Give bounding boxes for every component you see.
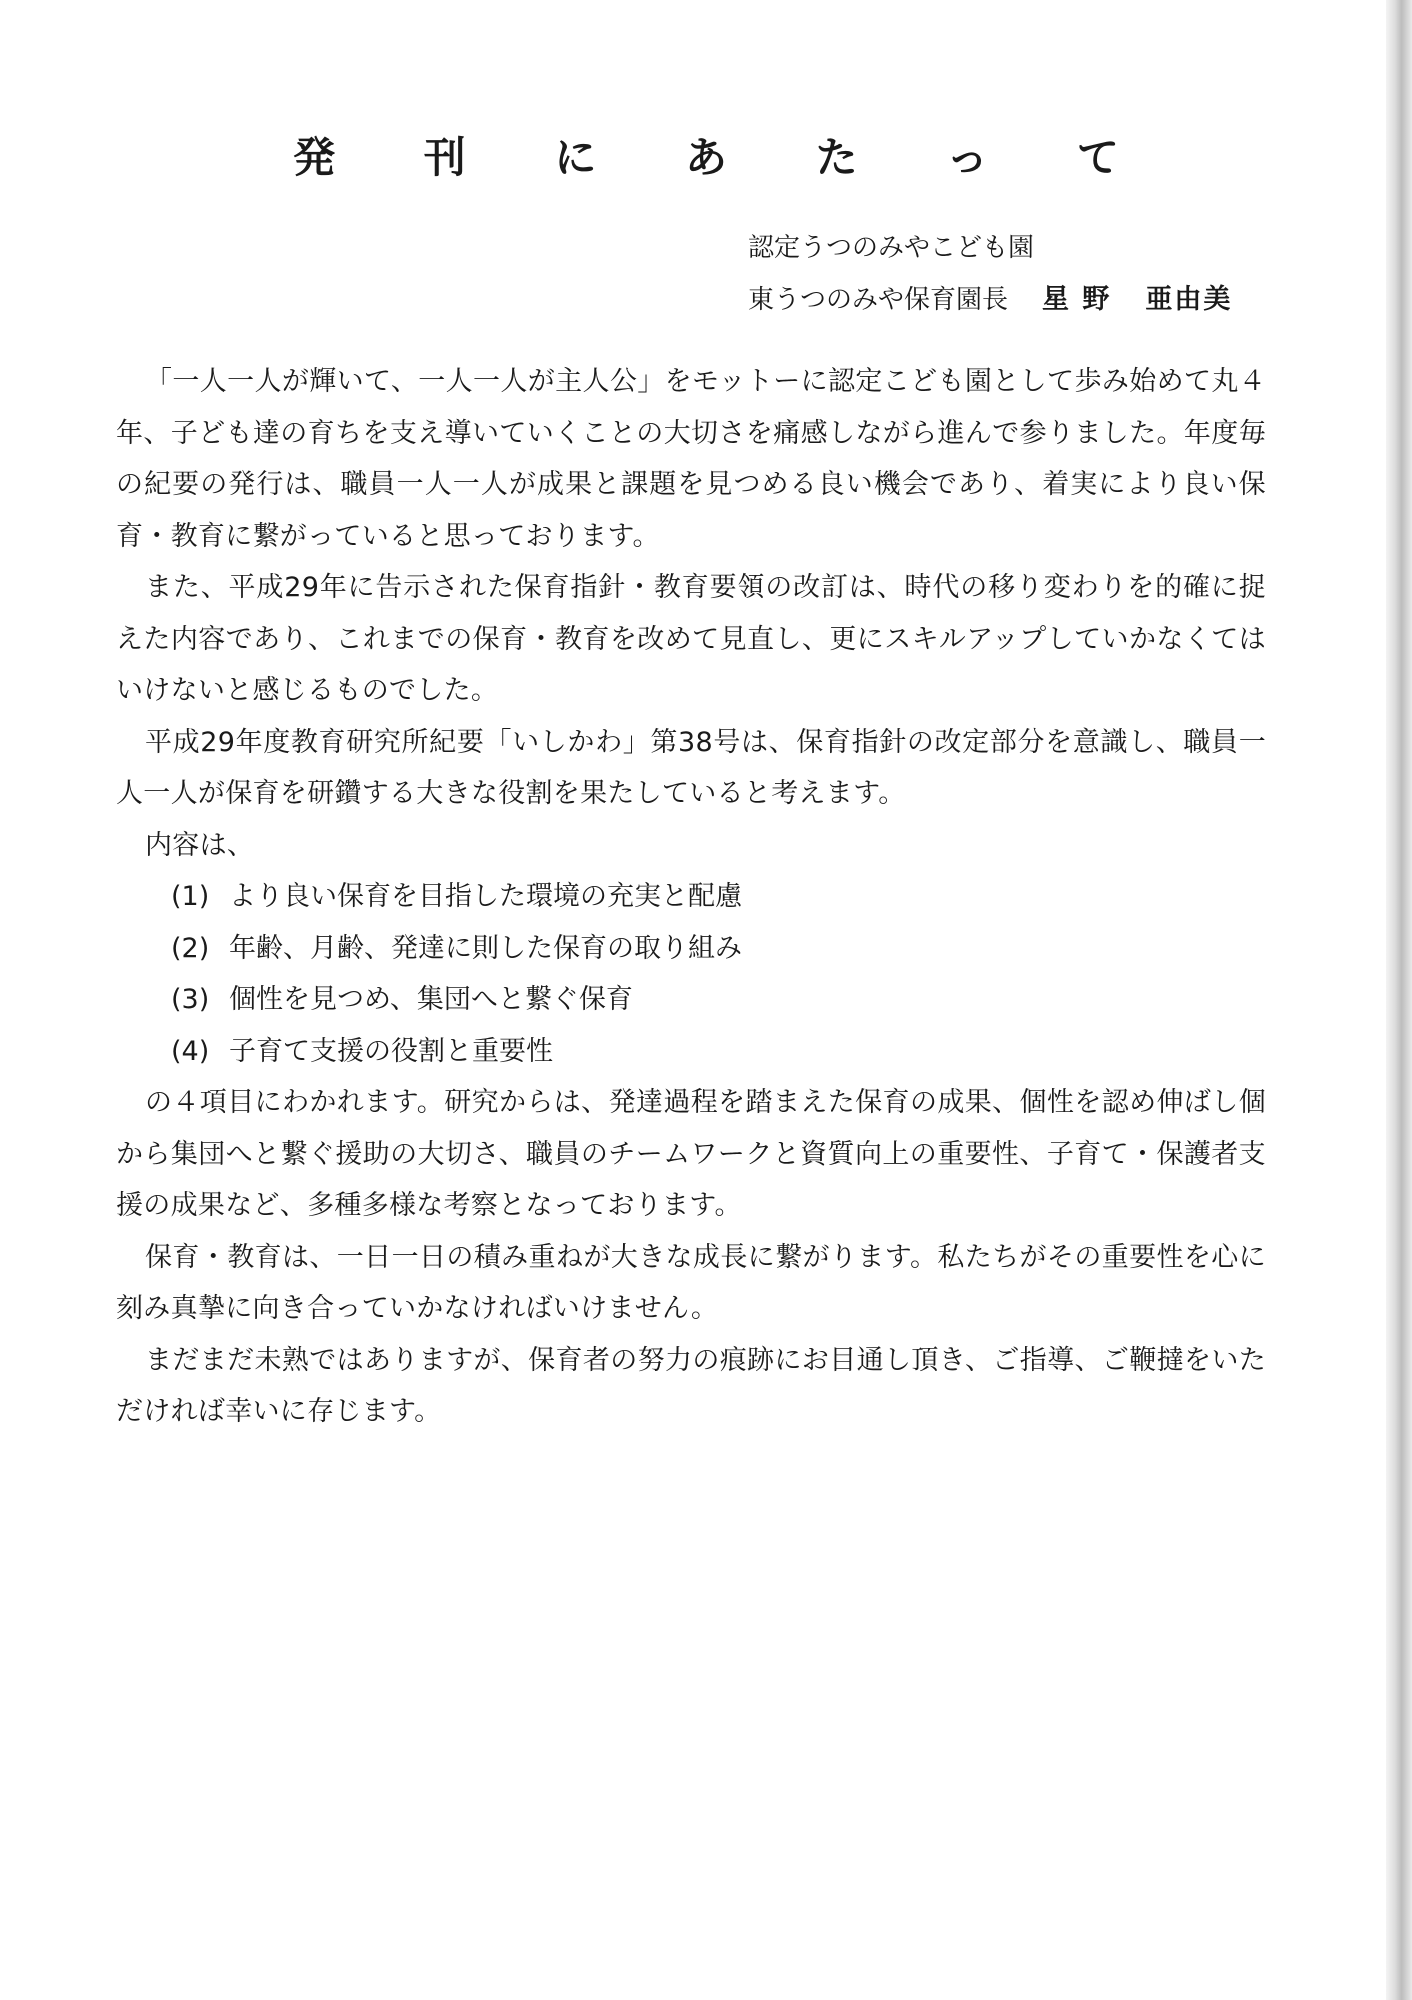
paragraph: 「一人一人が輝いて、一人一人が主人公」をモットーに認定こども園として歩み始めて丸４年、子ども達の育ちを支え導いていくことの大切さを痛感しながら進んで参りました。年度毎の紀要の発行は、職員一人一人が成果と課題を見つめる良い機会であり、着実により良い保育・教育に繋がっていると思っております。 <box>116 366 1266 552</box>
paragraph: 内容は、 <box>145 829 255 861</box>
list-item-number: (3) <box>171 984 210 1015</box>
author-name-given: 亜由美 <box>1145 284 1233 315</box>
paragraph: また、平成29年に告示された保育指針・教育要領の改訂は、時代の移り変わりを的確に捉えた内容であり、これまでの保育・教育を改めて見直し、更にスキルアップしていかなくてはいけないと感じるものでした。 <box>116 572 1266 706</box>
list-item-number: (1) <box>171 881 210 912</box>
paragraph: 平成29年度教育研究所紀要「いしかわ」第38号は、保育指針の改定部分を意識し、職員一人一人が保育を研鑽する大きな役割を果たしていると考えます。 <box>116 726 1266 809</box>
list-item-number: (4) <box>171 1035 210 1067</box>
topic-list <box>116 871 1266 1077</box>
paragraph: の４項目にわかれます。研究からは、発達過程を踏まえた保育の成果、個性を認め伸ばし個から集団へと繋ぐ援助の大切さ、職員のチームワークと資質向上の重要性、子育て・保護者支援の成果など、多種多様な考察となっております。 <box>116 1087 1266 1221</box>
list-item <box>116 871 1266 923</box>
author-name-family: 星 野 <box>1042 284 1112 315</box>
list-item-number: (2) <box>171 932 210 964</box>
list-item-text: より良い保育を目指した環境の充実と配慮 <box>229 881 742 912</box>
list-item <box>116 974 1266 1026</box>
paragraph: まだまだ未熟ではありますが、保育者の努力の痕跡にお目通し頂き、ご指導、ご鞭撻をいただければ幸いに存じます。 <box>116 1344 1266 1427</box>
page-edge <box>1386 0 1412 2000</box>
author-block <box>748 222 1232 326</box>
author-role: 東うつのみや保育園長 <box>748 285 1009 315</box>
author-name <box>1042 284 1232 315</box>
list-item <box>116 923 1266 975</box>
list-item-text: 子育て支援の役割と重要性 <box>229 1035 553 1067</box>
list-item-text: 年齢、月齢、発達に則した保育の取り組み <box>229 932 742 964</box>
list-item <box>116 1026 1266 1078</box>
author-org: 認定うつのみやこども園 <box>748 233 1035 263</box>
body-text <box>116 356 1266 1438</box>
list-item-text: 個性を見つめ、集団へと繋ぐ保育 <box>229 984 633 1015</box>
author-role-line <box>748 274 1232 326</box>
page-title: 発 刊 に あ た っ て <box>293 133 1156 182</box>
paragraph: 保育・教育は、一日一日の積み重ねが大きな成長に繋がります。私たちがその重要性を心に刻み真摯に向き合っていかなければいけません。 <box>116 1241 1266 1324</box>
